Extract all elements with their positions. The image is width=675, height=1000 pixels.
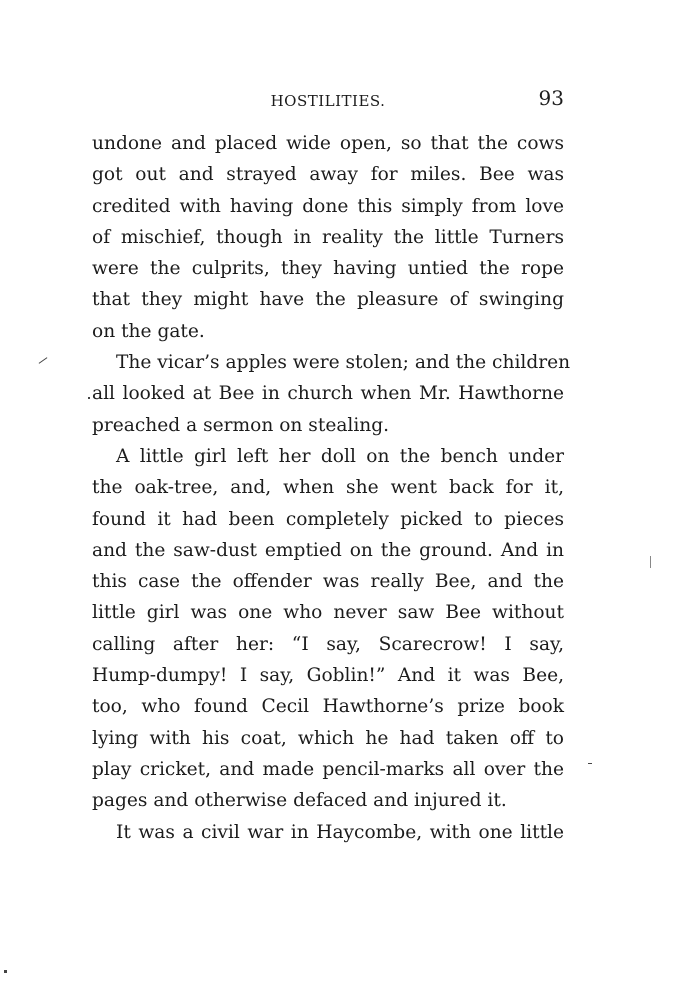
margin-pencil-mark xyxy=(39,357,48,364)
text-line: all looked at Bee in church when Mr. Hawthorne xyxy=(92,383,564,405)
text-line: A little girl left her doll on the bench under xyxy=(116,445,564,467)
text-line: and the saw-dust emptied on the ground. And in xyxy=(92,539,564,561)
text-line: pages and otherwise defaced and injured it. xyxy=(92,790,507,812)
text-line: the oak-tree, and, when she went back for it, xyxy=(92,477,564,499)
text-line: credited with having done this simply from love xyxy=(92,195,564,217)
margin-speck xyxy=(88,397,90,399)
text-line: little girl was one who never saw Bee without xyxy=(92,602,564,624)
margin-speck xyxy=(4,970,7,973)
text-line: on the gate. xyxy=(92,320,205,342)
text-line: calling after her: “I say, Scarecrow! I say, xyxy=(92,633,564,655)
text-line: Hump-dumpy! I say, Goblin!” And it was Bee, xyxy=(92,665,564,687)
running-title: HOSTILITIES. xyxy=(270,92,386,110)
text-line: It was a civil war in Haycombe, with one little xyxy=(116,821,564,843)
text-line: got out and strayed away for miles. Bee was xyxy=(92,164,564,186)
text-line: were the culprits, they having untied the rope xyxy=(92,258,564,280)
text-line: that they might have the pleasure of swinging xyxy=(92,289,564,311)
text-line: The vicar’s apples were stolen; and the children xyxy=(116,352,571,374)
text-line: play cricket, and made pencil-marks all over the xyxy=(92,758,564,780)
text-line: lying with his coat, which he had taken off to xyxy=(92,727,564,749)
page-number: 93 xyxy=(538,86,564,110)
margin-speck xyxy=(588,763,592,764)
text-line: of mischief, though in reality the little Turners xyxy=(92,226,564,248)
running-head xyxy=(92,86,564,116)
text-line: too, who found Cecil Hawthorne’s prize book xyxy=(92,696,564,718)
margin-speck xyxy=(650,556,651,568)
body-text xyxy=(92,128,571,848)
text-line: this case the offender was really Bee, and the xyxy=(92,571,564,593)
text-line: undone and placed wide open, so that the cows xyxy=(92,133,564,154)
text-line: found it had been completely picked to pieces xyxy=(92,508,564,530)
text-line: preached a sermon on stealing. xyxy=(92,414,390,436)
